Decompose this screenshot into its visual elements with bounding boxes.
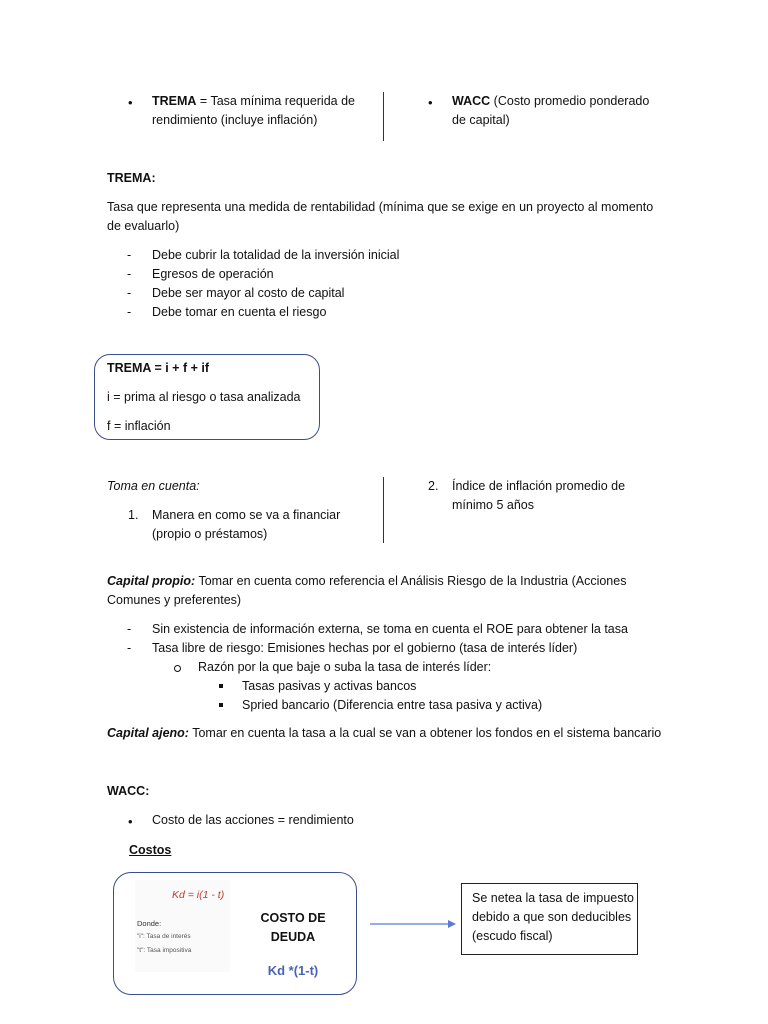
capital-ajeno-paragraph (107, 724, 727, 743)
column-divider (383, 477, 384, 543)
circle-bullet-icon (174, 665, 181, 672)
note-line1: Se netea la tasa de impuesto (472, 891, 634, 905)
capital-propio-paragraph (107, 572, 707, 610)
trema-def-bold: TREMA (152, 94, 197, 108)
list-item: - Tasa libre de riesgo: Emisiones hechas por el gobierno (tasa de interés líder) (127, 641, 578, 655)
trema-desc-line1: Tasa que representa una medida de rentabilidad (mínima que se exige en un proyecto al momento (107, 200, 654, 214)
trema-formula: TREMA = i + f + if (107, 361, 209, 375)
formula-f-definition: f = inflación (107, 419, 171, 433)
wacc-def-rest: (Costo promedio ponderado (490, 94, 650, 108)
square-bullet-icon (219, 703, 223, 707)
bullet-dot: • (428, 95, 433, 110)
subsub-list-item: Spried bancario (Diferencia entre tasa pasiva y activa) (242, 698, 543, 712)
kd-expression: Kd *(1-t) (267, 963, 319, 978)
arrow-right-icon (368, 917, 458, 931)
list-item: - Debe cubrir la totalidad de la inversión inicial (127, 248, 400, 262)
toma-item2-number: 2. (428, 479, 439, 493)
bullet-dot: • (128, 95, 133, 110)
trema-def-bullet (152, 92, 382, 130)
toma-item2-line2: mínimo 5 años (452, 498, 534, 512)
trema-list (127, 246, 527, 322)
toma-item1 (152, 506, 382, 544)
toma-item1-line1: Manera en como se va a financiar (152, 508, 341, 522)
costo-deuda-title-line1: COSTO DE (260, 911, 326, 925)
trema-description (107, 198, 707, 236)
costos-heading: Costos (129, 843, 172, 857)
list-item: - Debe tomar en cuenta el riesgo (127, 305, 327, 319)
wacc-bullet: Costo de las acciones = rendimiento (152, 813, 354, 827)
capital-ajeno-text: Tomar en cuenta la tasa a la cual se van a obtener los fondos en el sistema bancario (188, 726, 662, 740)
note-line2: debido a que son deducibles (472, 910, 632, 924)
toma-item1-number: 1. (128, 508, 139, 522)
list-item: - Egresos de operación (127, 267, 274, 281)
capital-ajeno-label: Capital ajeno: (107, 726, 189, 740)
toma-item2-line1: Índice de inflación promedio de (452, 479, 626, 493)
wacc-heading: WACC: (107, 784, 150, 798)
list-item: - Sin existencia de información externa, se toma en cuenta el ROE para obtener la tasa (127, 622, 628, 636)
note-text (472, 889, 637, 946)
wacc-def-line2: de capital) (452, 113, 510, 127)
donde-i: "i": Tasa de interés (137, 933, 191, 940)
column-divider (383, 92, 384, 141)
wacc-def-bold: WACC (452, 94, 491, 108)
wacc-def-bullet (452, 92, 692, 130)
sub-list-item: Razón por la que baje o suba la tasa de interés líder: (198, 660, 492, 674)
formula-image (135, 880, 230, 972)
capital-propio-line1: Tomar en cuenta como referencia el Análisis Riesgo de la Industria (Acciones (195, 574, 627, 588)
capital-propio-line2: Comunes y preferentes) (107, 593, 242, 607)
trema-def-line1-rest: = Tasa mínima requerida de (196, 94, 355, 108)
trema-desc-line2: de evaluarlo) (107, 219, 180, 233)
bullet-dot: • (128, 814, 133, 829)
costo-deuda-title (248, 909, 338, 947)
toma-item2 (452, 477, 692, 515)
costo-deuda-title-line2: DEUDA (270, 930, 316, 944)
toma-en-cuenta-label: Toma en cuenta: (107, 479, 200, 493)
list-item: - Debe ser mayor al costo de capital (127, 286, 345, 300)
note-line3: (escudo fiscal) (472, 929, 553, 943)
formula-i-definition: i = prima al riesgo o tasa analizada (107, 390, 301, 404)
donde-label: Donde: (137, 919, 162, 928)
capital-propio-label: Capital propio: (107, 574, 196, 588)
subsub-list-item: Tasas pasivas y activas bancos (242, 679, 417, 693)
toma-item1-line2: (propio o préstamos) (152, 527, 268, 541)
kd-formula: Kd = i(1 - t) (172, 889, 225, 901)
trema-def-line2: rendimiento (incluye inflación) (152, 113, 318, 127)
square-bullet-icon (219, 684, 223, 688)
trema-heading: TREMA: (107, 171, 156, 185)
donde-t: "t": Tasa impositiva (137, 947, 192, 954)
